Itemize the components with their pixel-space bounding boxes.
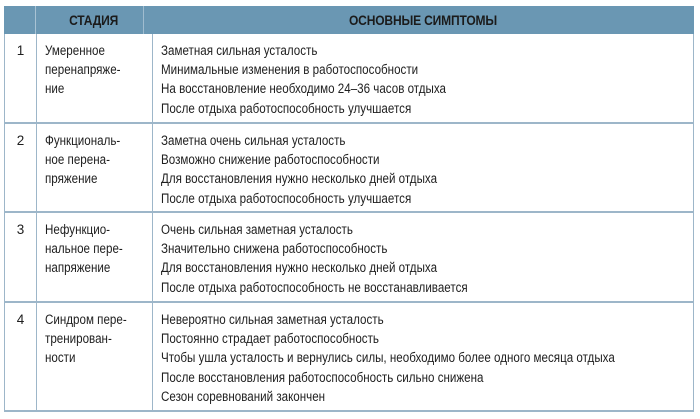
stage-cell xyxy=(37,213,153,301)
stage-line: ности xyxy=(45,350,76,366)
row-number-text: 3 xyxy=(16,222,25,237)
row-number-text: 2 xyxy=(16,133,25,148)
table-row xyxy=(4,124,694,213)
stage-cell xyxy=(37,34,153,122)
symptom: После восстановления работоспособность сильно снижена xyxy=(161,369,484,385)
symptom: После отдыха работоспособность улучшается xyxy=(161,100,412,116)
stage-cell xyxy=(37,124,153,211)
overtraining-stages-table xyxy=(4,6,694,412)
header-stage: СТАДИЯ xyxy=(44,6,144,34)
stage-line: Синдром пере- xyxy=(45,312,127,327)
symptoms-cell xyxy=(153,303,693,410)
symptom: Возможно снижение работоспособности xyxy=(161,152,380,168)
stage-line: пряжение xyxy=(45,171,98,187)
symptom: Заметна очень сильная усталость xyxy=(161,133,346,148)
table-row xyxy=(4,213,694,303)
header-symptoms: ОСНОВНЫЕ СИМПТОМЫ xyxy=(348,12,498,28)
row-number xyxy=(5,213,37,301)
symptom: Значительно снижена работоспособность xyxy=(161,241,388,257)
symptom: После отдыха работоспособность не восстанавливается xyxy=(161,279,468,295)
symptoms-cell xyxy=(153,34,693,122)
stage-cell xyxy=(37,303,153,410)
stage-line: Нефункцио- xyxy=(45,222,111,237)
row-number-text: 4 xyxy=(16,312,25,327)
stage-line: нальное пере- xyxy=(45,241,123,257)
stage-line: перенапряже- xyxy=(45,62,121,78)
symptom: После отдыха работоспособность улучшается xyxy=(161,190,412,206)
symptom: Заметная сильная усталость xyxy=(161,43,318,58)
symptom: На восстановление необходимо 24–36 часов отдыха xyxy=(161,81,446,97)
stage-line: ное перена- xyxy=(45,152,110,168)
stage-line: ние xyxy=(45,81,65,97)
row-number xyxy=(5,124,37,211)
table-row xyxy=(4,34,694,124)
symptom: Минимальные изменения в работоспособности xyxy=(161,62,419,78)
table-header xyxy=(4,6,694,34)
symptom: Невероятно сильная заметная усталость xyxy=(161,312,384,327)
stage-line: напряжение xyxy=(45,260,111,276)
symptom: Очень сильная заметная усталость xyxy=(161,222,353,237)
stage-line: тренирован- xyxy=(45,331,112,347)
header-number xyxy=(4,6,36,34)
table-row xyxy=(4,303,694,412)
stage-line: Умеренное xyxy=(45,43,105,58)
symptom: Для восстановления нужно несколько дней отдыха xyxy=(161,171,438,187)
symptoms-cell xyxy=(153,124,693,211)
symptoms-cell xyxy=(153,213,693,301)
stage-line: Функциональ- xyxy=(45,133,121,148)
symptom: Для восстановления нужно несколько дней отдыха xyxy=(161,260,438,276)
symptom: Постоянно страдает работоспособность xyxy=(161,331,379,347)
row-number-text: 1 xyxy=(16,43,25,58)
symptom: Сезон соревнований закончен xyxy=(161,388,326,404)
symptom: Чтобы ушла усталость и вернулись силы, необходимо более одного месяца отдыха xyxy=(161,350,615,366)
row-number xyxy=(5,34,37,122)
row-number xyxy=(5,303,37,410)
